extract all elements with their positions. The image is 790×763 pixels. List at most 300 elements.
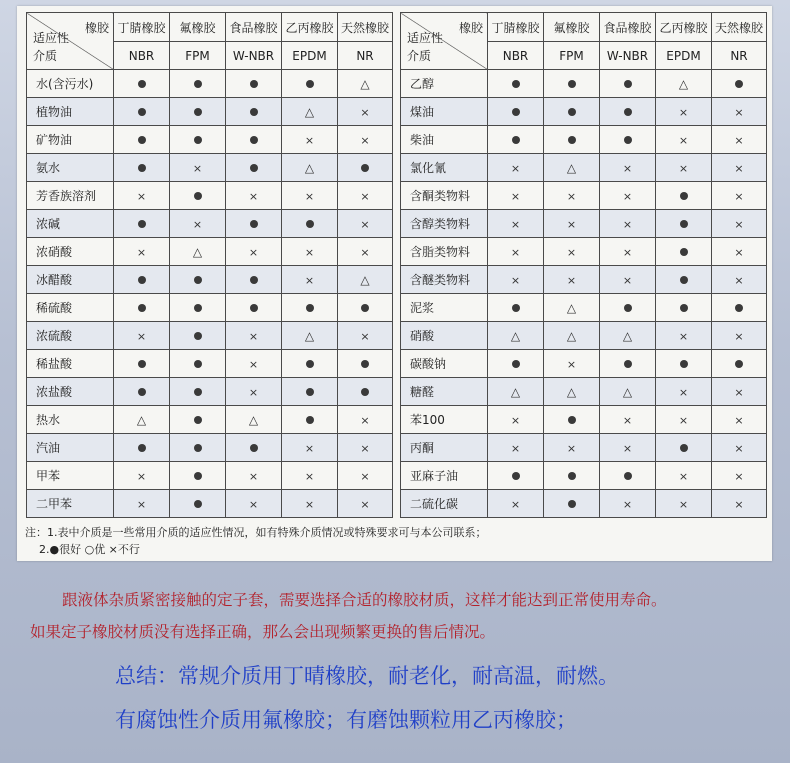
rating-cell	[226, 238, 282, 266]
left-compatibility-table	[26, 12, 393, 518]
rating-cell	[656, 406, 712, 434]
rating-cell	[114, 490, 170, 518]
material-name: 食品橡胶	[226, 13, 282, 42]
medium-cell: 浓盐酸	[27, 378, 114, 406]
rating-cell	[712, 350, 767, 378]
table-row	[27, 490, 393, 518]
rating-cell	[544, 294, 600, 322]
rating-cell	[488, 294, 544, 322]
rating-cell	[712, 154, 767, 182]
table-row	[27, 294, 393, 322]
rating-cell	[488, 98, 544, 126]
rating-cell	[114, 434, 170, 462]
rating-cell	[656, 126, 712, 154]
good-dot-icon	[250, 164, 258, 172]
material-code: NBR	[488, 42, 544, 70]
good-dot-icon	[680, 276, 688, 284]
rating-cell	[114, 294, 170, 322]
good-dot-icon	[138, 276, 146, 284]
bad-cross-icon: ×	[734, 441, 744, 455]
good-dot-icon	[512, 108, 520, 116]
material-name: 乙丙橡胶	[656, 13, 712, 42]
table-row	[27, 406, 393, 434]
bad-cross-icon: ×	[510, 413, 521, 427]
bad-cross-icon: ×	[678, 105, 689, 119]
rating-cell	[712, 70, 767, 98]
good-dot-icon	[306, 388, 314, 396]
bad-cross-icon: ×	[136, 245, 147, 259]
bad-cross-icon: ×	[510, 217, 521, 231]
medium-cell: 二硫化碳	[401, 490, 488, 518]
good-dot-icon	[194, 444, 202, 452]
medium-cell: 浓硝酸	[27, 238, 114, 266]
medium-cell: 芳香族溶剂	[27, 182, 114, 210]
material-code: EPDM	[282, 42, 338, 70]
bad-cross-icon: ×	[248, 385, 259, 399]
bad-cross-icon: ×	[304, 441, 315, 455]
bad-cross-icon: ×	[304, 189, 315, 203]
rating-cell	[226, 350, 282, 378]
rating-cell	[488, 490, 544, 518]
table-row	[27, 238, 393, 266]
rating-cell	[712, 238, 767, 266]
rating-cell	[114, 154, 170, 182]
bad-cross-icon: ×	[510, 189, 521, 203]
corner-header	[27, 13, 114, 70]
good-dot-icon	[306, 80, 314, 88]
rating-cell	[544, 70, 600, 98]
bad-cross-icon: ×	[360, 245, 370, 259]
rating-cell	[712, 378, 767, 406]
rating-cell	[226, 490, 282, 518]
rating-cell	[170, 406, 226, 434]
table-row	[401, 126, 767, 154]
good-dot-icon	[361, 164, 369, 172]
rating-cell	[226, 98, 282, 126]
rating-cell	[600, 462, 656, 490]
bad-cross-icon: ×	[304, 245, 315, 259]
bad-cross-icon: ×	[248, 469, 259, 483]
good-dot-icon	[361, 388, 369, 396]
medium-cell: 含醚类物料	[401, 266, 488, 294]
good-dot-icon	[250, 80, 258, 88]
rating-cell	[226, 126, 282, 154]
table-row	[27, 154, 393, 182]
rating-cell	[170, 378, 226, 406]
bad-cross-icon: ×	[360, 105, 370, 119]
rating-cell	[712, 182, 767, 210]
rating-cell	[544, 126, 600, 154]
bad-cross-icon: ×	[734, 217, 744, 231]
rating-cell	[544, 238, 600, 266]
bad-cross-icon: ×	[734, 245, 744, 259]
bad-cross-icon: ×	[678, 497, 689, 511]
fair-triangle-icon: △	[248, 412, 259, 427]
good-dot-icon	[361, 360, 369, 368]
table-row	[401, 378, 767, 406]
rating-cell	[170, 490, 226, 518]
table-notes	[25, 524, 487, 558]
rating-cell	[114, 182, 170, 210]
good-dot-icon	[512, 80, 520, 88]
rating-cell	[488, 378, 544, 406]
good-dot-icon	[250, 444, 258, 452]
rating-cell	[338, 322, 393, 350]
rating-cell	[600, 322, 656, 350]
rating-cell	[544, 266, 600, 294]
rating-cell	[170, 434, 226, 462]
suitability-label: 适应性	[407, 31, 444, 45]
good-dot-icon	[194, 416, 202, 424]
bad-cross-icon: ×	[734, 273, 744, 287]
rating-cell	[488, 434, 544, 462]
fair-triangle-icon: △	[360, 76, 370, 91]
rating-cell	[544, 154, 600, 182]
table-row	[401, 182, 767, 210]
bad-cross-icon: ×	[136, 329, 147, 343]
rating-cell	[338, 266, 393, 294]
fair-triangle-icon: △	[136, 412, 147, 427]
good-dot-icon	[194, 80, 202, 88]
bad-cross-icon: ×	[304, 469, 315, 483]
bad-cross-icon: ×	[622, 245, 633, 259]
rating-cell	[114, 322, 170, 350]
good-dot-icon	[194, 500, 202, 508]
note-line-1: 注：1.表中介质是一些常用介质的适应性情况，如有特殊介质情况或特殊要求可与本公司联系；	[25, 526, 487, 539]
rating-cell	[600, 434, 656, 462]
rating-cell	[170, 294, 226, 322]
good-dot-icon	[138, 304, 146, 312]
table-row	[27, 378, 393, 406]
good-dot-icon	[624, 108, 632, 116]
rating-cell	[544, 322, 600, 350]
medium-cell: 冰醋酸	[27, 266, 114, 294]
table-row	[401, 406, 767, 434]
bad-cross-icon: ×	[248, 357, 259, 371]
rating-cell	[338, 182, 393, 210]
good-dot-icon	[306, 304, 314, 312]
good-dot-icon	[568, 500, 576, 508]
rating-cell	[282, 70, 338, 98]
medium-label: 介质	[33, 49, 58, 63]
rating-cell	[656, 154, 712, 182]
material-name: 丁腈橡胶	[114, 13, 170, 42]
good-dot-icon	[194, 136, 202, 144]
bad-cross-icon: ×	[678, 385, 689, 399]
medium-cell: 稀盐酸	[27, 350, 114, 378]
bad-cross-icon: ×	[734, 105, 744, 119]
medium-cell: 糖醛	[401, 378, 488, 406]
good-dot-icon	[735, 80, 743, 88]
material-code: NR	[338, 42, 393, 70]
material-code: NR	[712, 42, 767, 70]
bad-cross-icon: ×	[566, 245, 577, 259]
table-row	[27, 98, 393, 126]
medium-cell: 硝酸	[401, 322, 488, 350]
good-dot-icon	[194, 192, 202, 200]
summary-line-2: 有腐蚀性介质用氟橡胶；有磨蚀颗粒用乙丙橡胶；	[115, 708, 577, 732]
rating-cell	[226, 406, 282, 434]
rating-cell	[544, 210, 600, 238]
medium-cell: 水(含污水)	[27, 70, 114, 98]
rating-cell	[170, 462, 226, 490]
medium-cell: 苯100	[401, 406, 488, 434]
rating-cell	[226, 154, 282, 182]
rating-cell	[656, 70, 712, 98]
table-row	[401, 238, 767, 266]
rating-cell	[488, 350, 544, 378]
rating-cell	[712, 98, 767, 126]
table-row	[401, 210, 767, 238]
corner-header	[401, 13, 488, 70]
suitability-label: 适应性	[33, 31, 70, 45]
table-row	[401, 294, 767, 322]
rating-cell	[226, 322, 282, 350]
material-name: 氟橡胶	[170, 13, 226, 42]
fair-triangle-icon: △	[622, 328, 633, 343]
explanation-line-2: 如果定子橡胶材质没有选择正确，那么会出现频繁更换的售后情况。	[30, 623, 496, 641]
medium-cell: 含醇类物料	[401, 210, 488, 238]
fair-triangle-icon: △	[304, 328, 315, 343]
material-code: NBR	[114, 42, 170, 70]
medium-cell: 氨水	[27, 154, 114, 182]
rating-cell	[282, 378, 338, 406]
good-dot-icon	[194, 108, 202, 116]
rating-cell	[282, 210, 338, 238]
bad-cross-icon: ×	[136, 497, 147, 511]
medium-cell: 稀硫酸	[27, 294, 114, 322]
rating-cell	[712, 490, 767, 518]
good-dot-icon	[306, 220, 314, 228]
rating-cell	[488, 182, 544, 210]
bad-cross-icon: ×	[678, 161, 689, 175]
rating-cell	[600, 126, 656, 154]
medium-cell: 矿物油	[27, 126, 114, 154]
bad-cross-icon: ×	[566, 273, 577, 287]
bad-cross-icon: ×	[566, 189, 577, 203]
rating-cell	[226, 294, 282, 322]
bad-cross-icon: ×	[734, 189, 744, 203]
good-dot-icon	[568, 80, 576, 88]
rating-cell	[170, 266, 226, 294]
bad-cross-icon: ×	[678, 329, 689, 343]
fair-triangle-icon: △	[510, 384, 521, 399]
table-row	[401, 322, 767, 350]
good-dot-icon	[138, 108, 146, 116]
medium-cell: 甲苯	[27, 462, 114, 490]
medium-cell: 浓碱	[27, 210, 114, 238]
medium-cell: 柴油	[401, 126, 488, 154]
rating-cell	[170, 154, 226, 182]
bad-cross-icon: ×	[622, 441, 633, 455]
rating-cell	[712, 462, 767, 490]
bad-cross-icon: ×	[678, 469, 689, 483]
good-dot-icon	[138, 136, 146, 144]
bad-cross-icon: ×	[622, 217, 633, 231]
table-row	[401, 434, 767, 462]
material-name: 氟橡胶	[544, 13, 600, 42]
rating-cell	[600, 210, 656, 238]
good-dot-icon	[306, 416, 314, 424]
rating-cell	[282, 266, 338, 294]
bad-cross-icon: ×	[192, 161, 203, 175]
fair-triangle-icon: △	[566, 160, 577, 175]
rating-cell	[600, 378, 656, 406]
good-dot-icon	[361, 304, 369, 312]
rating-cell	[544, 490, 600, 518]
good-dot-icon	[194, 332, 202, 340]
rating-cell	[226, 378, 282, 406]
rating-cell	[656, 294, 712, 322]
material-name: 乙丙橡胶	[282, 13, 338, 42]
right-compatibility-table	[400, 12, 767, 518]
bad-cross-icon: ×	[192, 217, 203, 231]
good-dot-icon	[512, 136, 520, 144]
rating-cell	[114, 210, 170, 238]
table-row	[27, 434, 393, 462]
good-dot-icon	[624, 360, 632, 368]
rating-cell	[544, 350, 600, 378]
rating-cell	[170, 126, 226, 154]
table-row	[401, 462, 767, 490]
rating-cell	[282, 490, 338, 518]
bad-cross-icon: ×	[360, 469, 370, 483]
rating-cell	[600, 406, 656, 434]
good-dot-icon	[735, 360, 743, 368]
rating-cell	[114, 266, 170, 294]
rating-cell	[600, 182, 656, 210]
rating-cell	[338, 98, 393, 126]
fair-triangle-icon: △	[192, 244, 203, 259]
rating-cell	[600, 266, 656, 294]
rating-cell	[600, 294, 656, 322]
table-row	[401, 490, 767, 518]
rating-cell	[282, 98, 338, 126]
medium-cell: 乙醇	[401, 70, 488, 98]
bad-cross-icon: ×	[622, 497, 633, 511]
good-dot-icon	[138, 80, 146, 88]
medium-cell: 汽油	[27, 434, 114, 462]
rating-cell	[488, 462, 544, 490]
rating-cell	[170, 182, 226, 210]
material-code: EPDM	[656, 42, 712, 70]
good-dot-icon	[568, 416, 576, 424]
material-code: W-NBR	[226, 42, 282, 70]
good-dot-icon	[194, 360, 202, 368]
material-name: 天然橡胶	[338, 13, 393, 42]
good-dot-icon	[680, 248, 688, 256]
fair-triangle-icon: △	[510, 328, 521, 343]
rating-cell	[282, 126, 338, 154]
rating-cell	[114, 98, 170, 126]
table-row	[27, 210, 393, 238]
good-dot-icon	[680, 192, 688, 200]
medium-cell: 热水	[27, 406, 114, 434]
bad-cross-icon: ×	[510, 273, 521, 287]
table-row	[401, 70, 767, 98]
bad-cross-icon: ×	[360, 329, 370, 343]
rating-cell	[544, 462, 600, 490]
bad-cross-icon: ×	[248, 497, 259, 511]
rating-cell	[282, 238, 338, 266]
summary-line-1: 总结：常规介质用丁晴橡胶，耐老化，耐高温，耐燃。	[115, 664, 619, 688]
good-dot-icon	[250, 108, 258, 116]
rating-cell	[656, 238, 712, 266]
table-row	[401, 350, 767, 378]
good-dot-icon	[680, 220, 688, 228]
rating-cell	[656, 434, 712, 462]
good-dot-icon	[138, 388, 146, 396]
rating-cell	[114, 70, 170, 98]
medium-cell: 二甲苯	[27, 490, 114, 518]
compatibility-sheet	[17, 6, 772, 561]
bad-cross-icon: ×	[510, 245, 521, 259]
good-dot-icon	[138, 220, 146, 228]
medium-cell: 氯化氰	[401, 154, 488, 182]
left-table-header	[27, 13, 393, 70]
good-dot-icon	[735, 304, 743, 312]
rating-cell	[338, 70, 393, 98]
good-dot-icon	[194, 276, 202, 284]
fair-triangle-icon: △	[304, 104, 315, 119]
rating-cell	[656, 322, 712, 350]
good-dot-icon	[250, 220, 258, 228]
fair-triangle-icon: △	[566, 384, 577, 399]
rating-cell	[488, 70, 544, 98]
rating-cell	[656, 378, 712, 406]
table-row	[27, 462, 393, 490]
bad-cross-icon: ×	[566, 441, 577, 455]
fair-triangle-icon: △	[566, 328, 577, 343]
good-dot-icon	[250, 276, 258, 284]
medium-cell: 植物油	[27, 98, 114, 126]
rating-cell	[338, 154, 393, 182]
rating-cell	[338, 462, 393, 490]
good-dot-icon	[568, 136, 576, 144]
rating-cell	[114, 126, 170, 154]
left-table-body	[27, 70, 393, 518]
table-row	[27, 266, 393, 294]
rating-cell	[282, 154, 338, 182]
rating-cell	[712, 210, 767, 238]
good-dot-icon	[194, 472, 202, 480]
good-dot-icon	[680, 360, 688, 368]
rating-cell	[488, 238, 544, 266]
rating-cell	[114, 238, 170, 266]
rating-cell	[488, 406, 544, 434]
bad-cross-icon: ×	[360, 189, 370, 203]
rating-cell	[712, 406, 767, 434]
rating-cell	[656, 490, 712, 518]
bad-cross-icon: ×	[360, 133, 370, 147]
good-dot-icon	[568, 108, 576, 116]
rating-cell	[338, 126, 393, 154]
rating-cell	[338, 350, 393, 378]
rating-cell	[600, 238, 656, 266]
rating-cell	[712, 294, 767, 322]
bad-cross-icon: ×	[734, 413, 744, 427]
rating-cell	[282, 434, 338, 462]
rating-cell	[282, 322, 338, 350]
bad-cross-icon: ×	[622, 273, 633, 287]
rating-cell	[656, 182, 712, 210]
bad-cross-icon: ×	[510, 441, 521, 455]
rating-cell	[114, 350, 170, 378]
good-dot-icon	[138, 444, 146, 452]
good-dot-icon	[250, 304, 258, 312]
bad-cross-icon: ×	[304, 133, 315, 147]
good-dot-icon	[512, 472, 520, 480]
